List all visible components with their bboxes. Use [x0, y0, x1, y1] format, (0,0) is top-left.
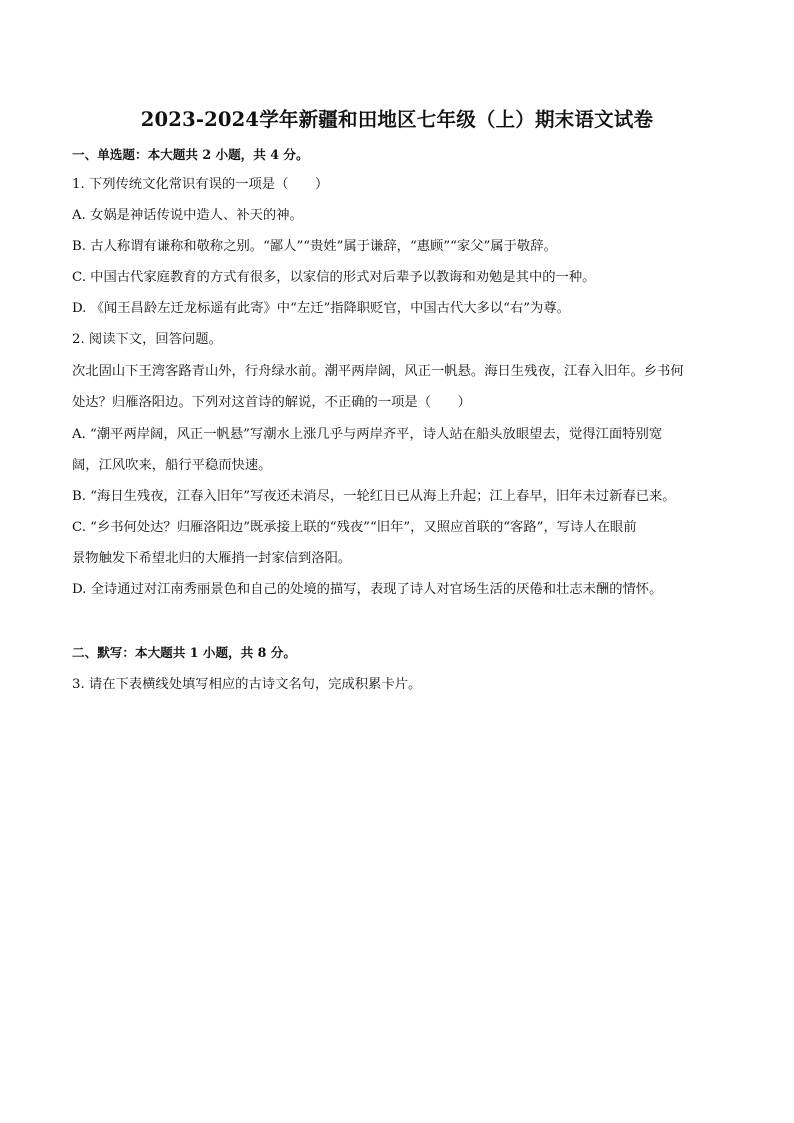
- question-2-stem: 2. 阅读下文，回答问题。: [72, 332, 222, 347]
- question-3-stem: 3. 请在下表横线处填写相应的古诗文名句，完成积累卡片。: [72, 677, 422, 692]
- question-2-poem-line-1: 次北固山下王湾客路青山外，行舟绿水前。潮平两岸阔，风正一帆悬。海日生残夜，江春入旧年。乡书何: [72, 364, 684, 379]
- section-2-heading: 二、默写：本大题共 1 小题，共 8 分。: [72, 645, 296, 660]
- question-2-option-c-line-1: C. “乡书何处达？归雁洛阳边”既承接上联的“残夜”“旧年”，又照应首联的“客路”，写诗人在眼前: [72, 520, 637, 535]
- question-2-option-c-line-2: 景物触发下希望北归的大雁捎一封家信到洛阳。: [72, 551, 352, 566]
- question-1-stem: 1. 下列传统文化常识有误的一项是（ ）: [72, 177, 329, 192]
- question-1-option-a: A. 女娲是神话传说中造人、补天的神。: [72, 208, 303, 223]
- question-2-poem-line-2: 处达？归雁洛阳边。下列对这首诗的解说，不正确的一项是（ ）: [72, 395, 471, 410]
- question-2-option-a-line-2: 阔，江风吹来，船行平稳而快速。: [72, 458, 272, 473]
- question-1-option-c: C. 中国古代家庭教育的方式有很多，以家信的形式对后辈予以教诲和劝勉是其中的一种。: [72, 270, 596, 285]
- question-1-option-d: D. 《闻王昌龄左迁龙标遥有此寄》中“左迁”指降职贬官，中国古代大多以“右”为尊。: [72, 301, 570, 316]
- question-2-option-a-line-1: A. “潮平两岸阔，风正一帆悬”写潮水上涨几乎与两岸齐平，诗人站在船头放眼望去，觉得江面特别宽: [72, 427, 663, 442]
- question-2-option-d: D. 全诗通过对江南秀丽景色和自己的处境的描写，表现了诗人对官场生活的厌倦和壮志未酬的情怀。: [72, 582, 663, 597]
- exam-title: 2023-2024学年新疆和田地区七年级（上）期末语文试卷: [140, 108, 654, 131]
- section-1-heading: 一、单选题：本大题共 2 小题，共 4 分。: [72, 147, 309, 162]
- question-1-option-b: B. 古人称谓有谦称和敬称之别。“鄙人”“贵姓”属于谦辞，“惠顾”“家父”属于敬辞。: [72, 239, 557, 254]
- question-2-option-b: B. “海日生残夜，江春入旧年”写夜还未消尽，一轮红日已从海上升起；江上春早，旧年未过新春已来。: [72, 489, 676, 504]
